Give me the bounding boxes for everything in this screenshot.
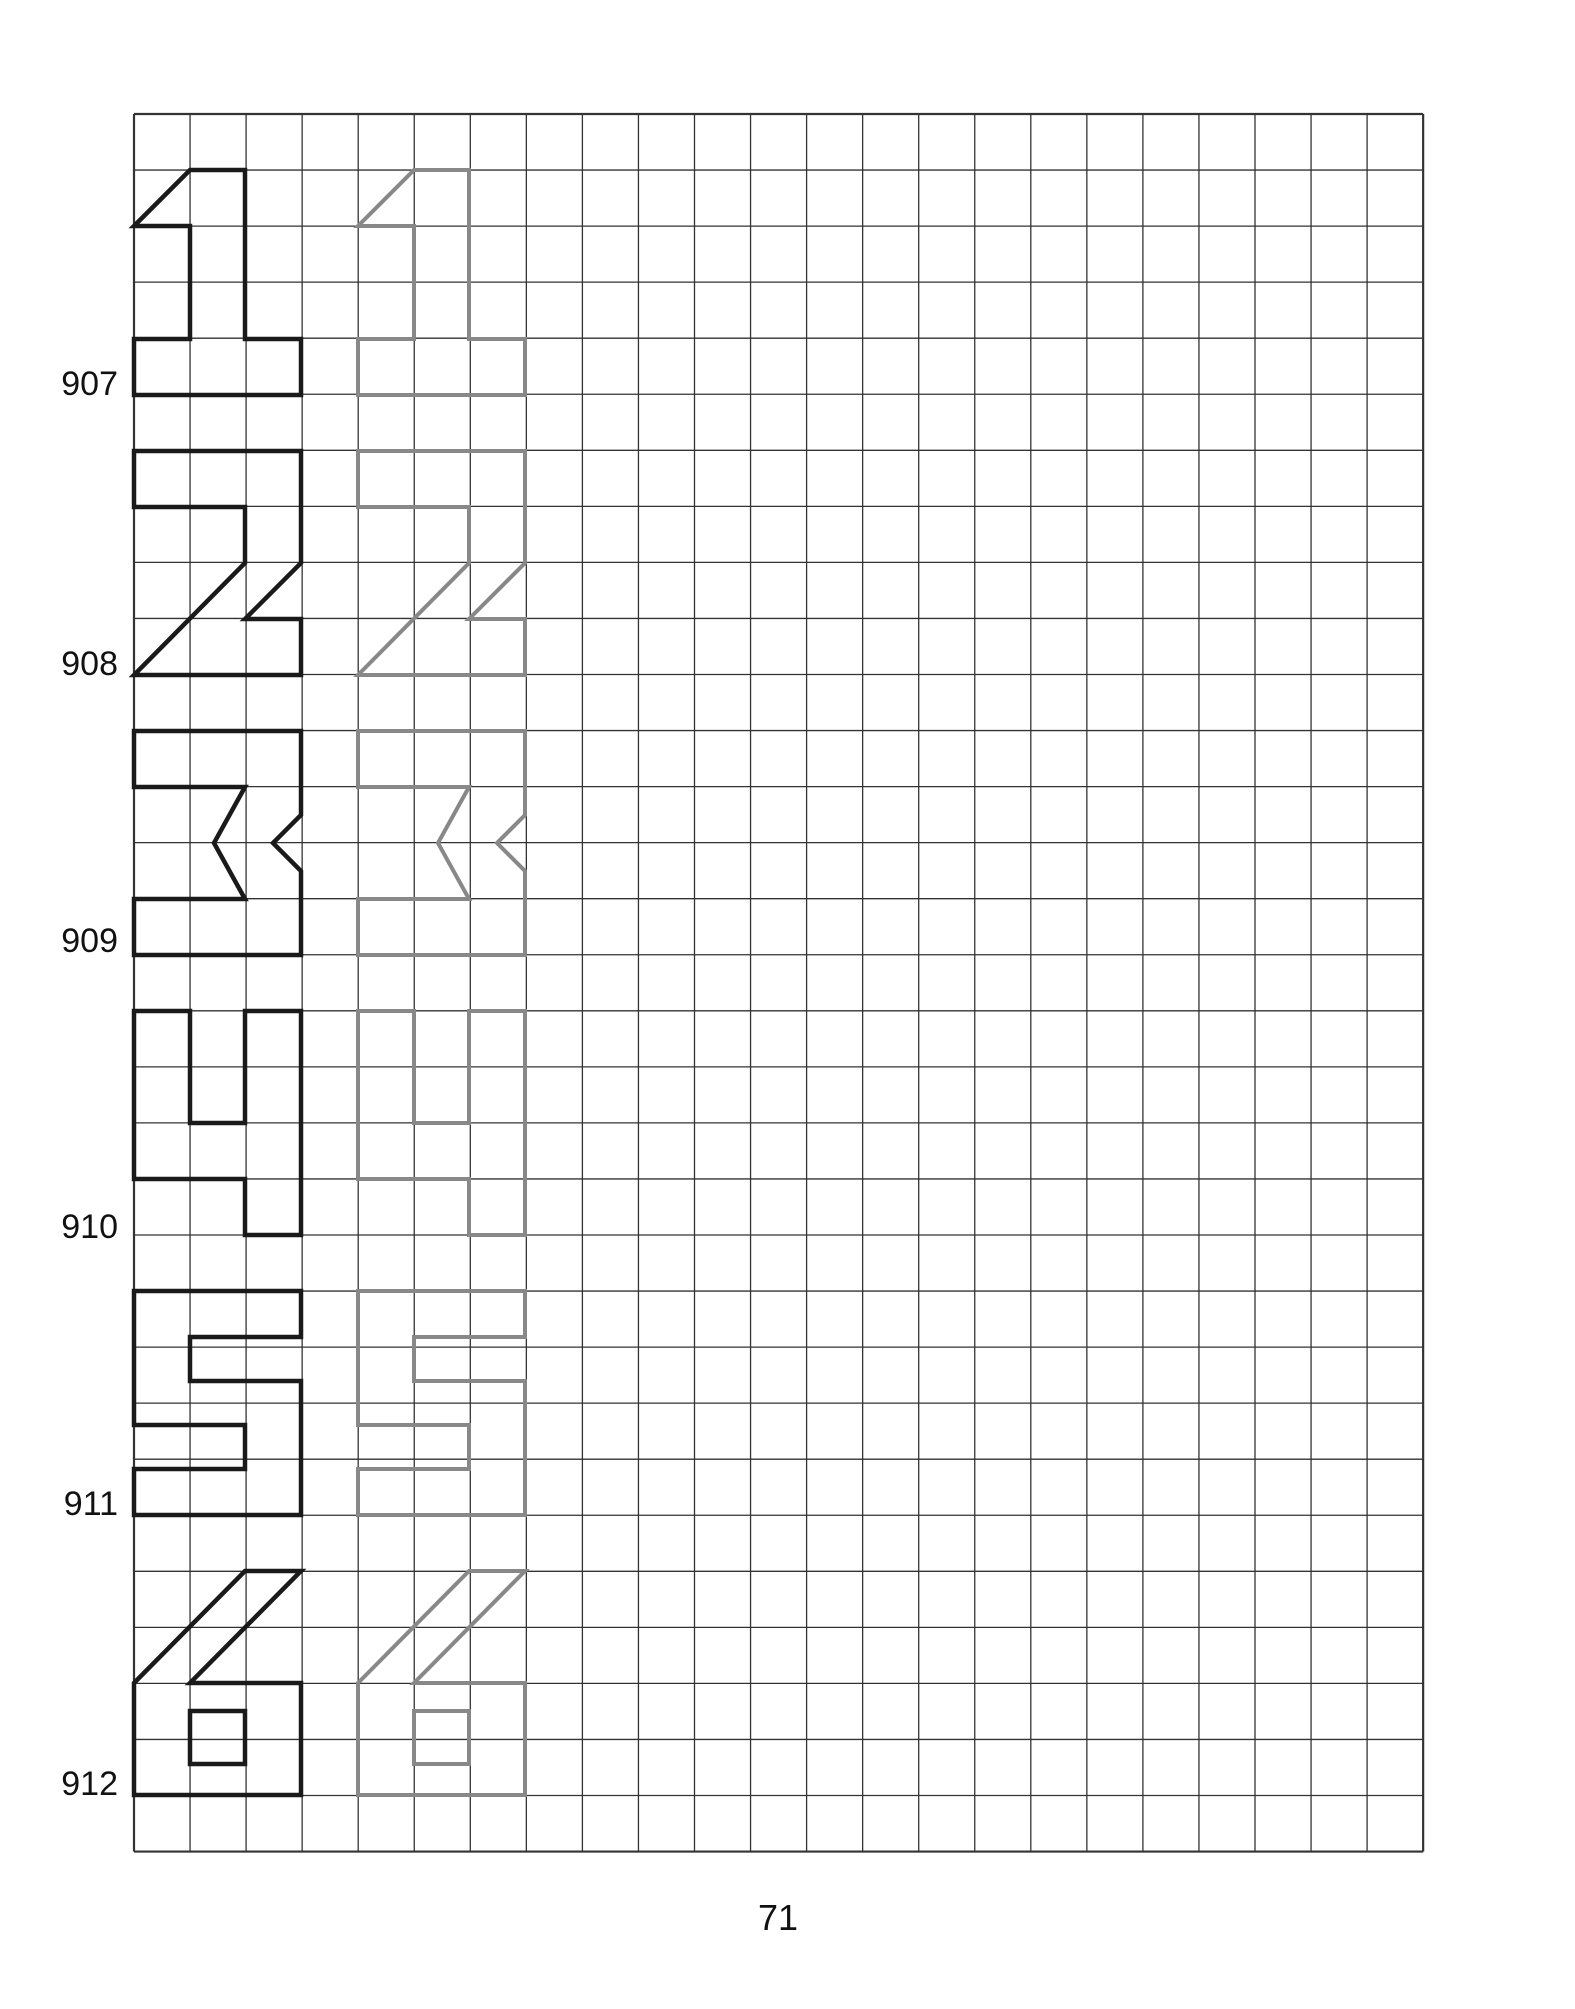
exercise-label: 909 <box>61 922 118 960</box>
exercise-912 <box>61 1571 525 1803</box>
page-number: 71 <box>757 1897 799 1938</box>
exercise-label: 912 <box>61 1765 118 1803</box>
exercise-907 <box>61 170 525 403</box>
exercise-label: 908 <box>61 645 118 683</box>
exercise-label: 910 <box>61 1208 118 1246</box>
exercise-909 <box>61 731 525 960</box>
exercise-911 <box>64 1291 525 1523</box>
exercise-908 <box>61 451 525 683</box>
exercise-label: 907 <box>61 365 118 403</box>
digit-6-trace-loop <box>414 1711 469 1764</box>
exercise-label: 911 <box>63 1485 118 1523</box>
digit-6-sample-loop <box>190 1711 245 1764</box>
exercise-910 <box>61 1011 525 1246</box>
grid-lines <box>134 114 1423 1852</box>
